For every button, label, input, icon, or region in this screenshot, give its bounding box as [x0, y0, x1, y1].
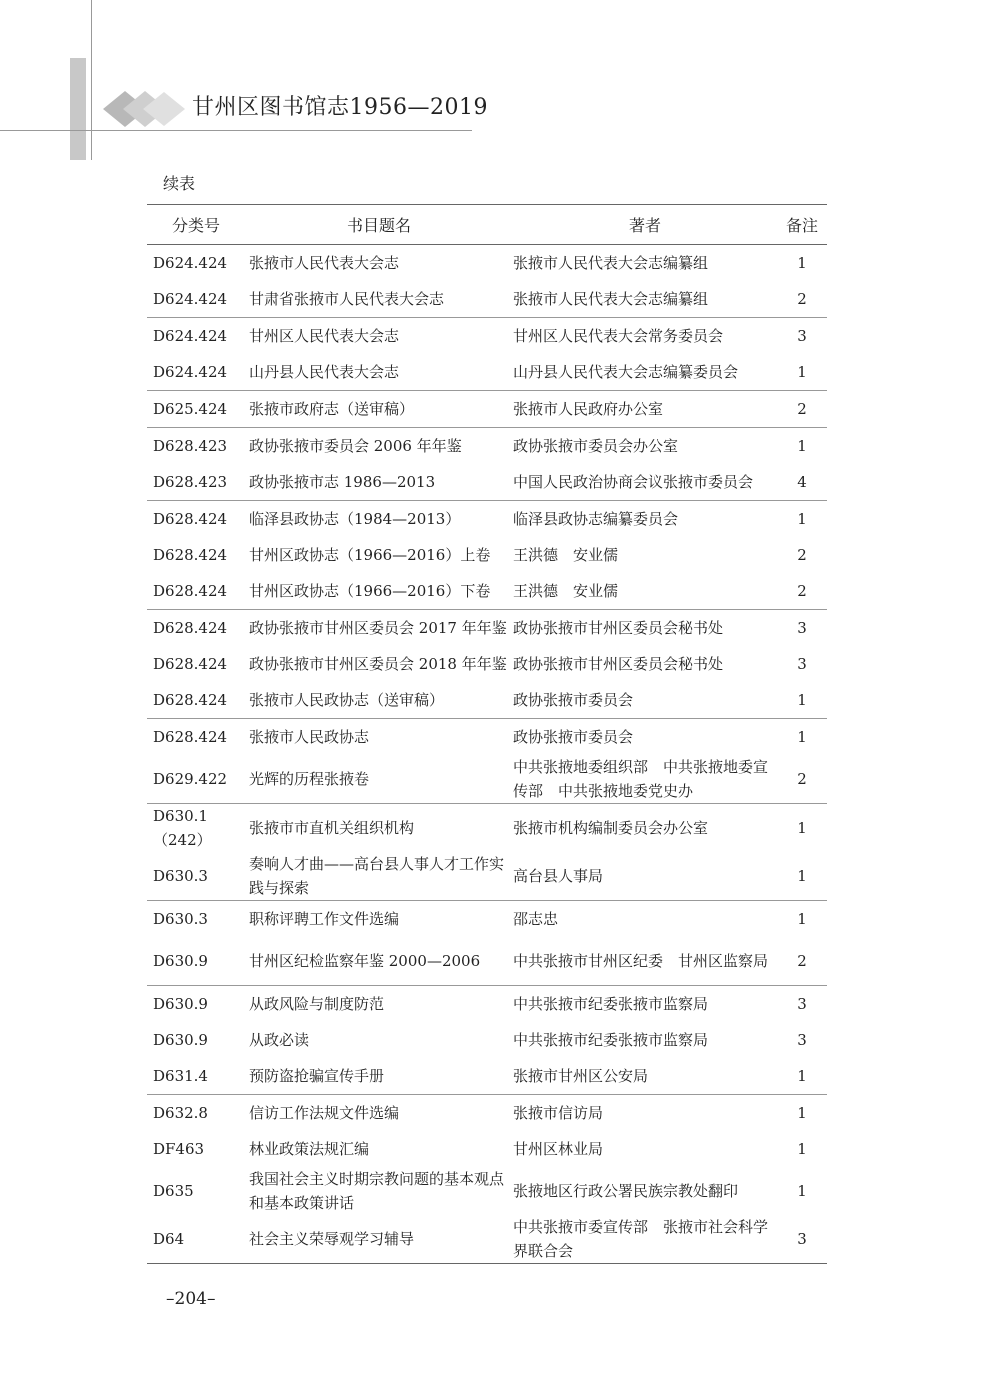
cell-title: 甘肃省张掖市人民代表大会志	[245, 281, 513, 318]
cell-classification: D630.3	[153, 910, 208, 928]
cell-note: 2	[797, 546, 807, 564]
table-row	[147, 682, 827, 719]
cell-title: 信访工作法规文件选编	[249, 1104, 400, 1122]
table-row	[147, 318, 827, 355]
cell-classification: D630.9	[147, 937, 245, 986]
table-row	[147, 501, 827, 538]
cell-note: 1	[797, 1104, 807, 1122]
cell-classification: D630.9	[153, 995, 208, 1013]
table-row	[147, 354, 827, 391]
table-row	[147, 1058, 827, 1095]
cell-author: 高台县人事局	[513, 852, 777, 901]
cell-note: 2	[777, 391, 827, 428]
cell-author: 中共张掖市委宣传部 张掖市社会科学界联合会	[513, 1215, 777, 1264]
header-gray-bar	[70, 58, 86, 160]
cell-author: 王洪德 安业儒	[513, 573, 777, 610]
cell-note: 3	[797, 1031, 807, 1049]
cell-classification: D64	[147, 1215, 245, 1264]
cell-author: 临泽县政协志编纂委员会	[513, 510, 679, 528]
cell-classification: D628.424	[147, 573, 245, 610]
cell-title: 临泽县政协志（1984—2013）	[249, 510, 461, 528]
cell-classification: D628.424	[153, 655, 228, 673]
cell-author: 邵志忠	[513, 910, 559, 928]
column-header-author: 著者	[513, 205, 777, 245]
cell-title: 从政风险与制度防范	[249, 995, 385, 1013]
cell-author: 张掖市甘州区公安局	[513, 1058, 777, 1095]
table-row	[147, 610, 827, 647]
table-row	[147, 1131, 827, 1167]
cell-author: 政协张掖市委员会	[513, 682, 777, 719]
table-header-row	[147, 205, 827, 245]
cell-author: 政协张掖市甘州区委员会秘书处	[513, 655, 724, 673]
cell-author: 甘州区人民代表大会常务委员会	[513, 327, 724, 345]
cell-classification: D628.424	[147, 682, 245, 719]
cell-classification: D624.424	[153, 327, 228, 345]
cell-title: 政协张掖市委员会 2006 年年鉴	[249, 437, 462, 455]
table-row	[147, 804, 827, 853]
continued-table-label: 续表	[163, 174, 196, 193]
cell-note: 3	[797, 995, 807, 1013]
cell-classification: D624.424	[153, 254, 228, 272]
cell-title: 张掖市人民政协志	[249, 728, 370, 746]
cell-author: 王洪德 安业儒	[513, 546, 619, 564]
cell-title: 甘州区政协志（1966—2016）下卷	[245, 573, 513, 610]
cell-author: 张掖市信访局	[513, 1104, 604, 1122]
page-number: –204–	[166, 1289, 216, 1309]
cell-note: 1	[797, 910, 807, 928]
table-row	[147, 755, 827, 804]
cell-author: 张掖市人民政府办公室	[513, 391, 777, 428]
cell-note: 1	[797, 510, 807, 528]
table-row	[147, 464, 827, 501]
cell-title: 职称评聘工作文件选编	[249, 910, 400, 928]
cell-classification: D630.9	[153, 1031, 208, 1049]
cell-classification: D624.424	[147, 354, 245, 391]
cell-classification: D628.424	[153, 546, 228, 564]
header-diamond-ornament	[103, 91, 185, 127]
table-row	[147, 646, 827, 682]
cell-author: 甘州区林业局	[513, 1140, 604, 1158]
cell-note: 2	[777, 755, 827, 804]
cell-note: 1	[777, 1058, 827, 1095]
catalog-table	[147, 204, 827, 1264]
column-header-note: 备注	[777, 205, 827, 245]
cell-author: 政协张掖市甘州区委员会秘书处	[513, 619, 724, 637]
cell-title: 奏响人才曲——高台县人事人才工作实践与探索	[245, 852, 513, 901]
table-row	[147, 428, 827, 465]
cell-note: 3	[797, 327, 807, 345]
cell-title: 张掖市市直机关组织机构	[249, 819, 415, 837]
cell-note: 3	[797, 655, 807, 673]
cell-note: 1	[797, 728, 807, 746]
cell-classification: D631.4	[147, 1058, 245, 1095]
cell-title: 张掖市人民政协志（送审稿）	[245, 682, 513, 719]
cell-title: 甘州区纪检监察年鉴 2000—2006	[245, 937, 513, 986]
header-horizontal-rule	[0, 130, 472, 131]
table-row	[147, 537, 827, 573]
cell-classification: D630.3	[147, 852, 245, 901]
cell-author: 政协张掖市委员会	[513, 728, 634, 746]
cell-note: 3	[797, 619, 807, 637]
cell-note: 2	[777, 281, 827, 318]
cell-note: 1	[777, 682, 827, 719]
cell-note: 1	[777, 852, 827, 901]
cell-note: 1	[797, 437, 807, 455]
cell-classification: D632.8	[153, 1104, 208, 1122]
cell-title: 山丹县人民代表大会志	[245, 354, 513, 391]
table-row	[147, 573, 827, 610]
cell-author: 中共张掖地委组织部 中共张掖地委宣传部 中共张掖地委党史办	[513, 755, 777, 804]
table-row	[147, 986, 827, 1023]
cell-note: 2	[777, 937, 827, 986]
cell-classification: D628.423	[153, 437, 228, 455]
cell-title: 社会主义荣辱观学习辅导	[245, 1215, 513, 1264]
cell-author: 中共张掖市甘州区纪委 甘州区监察局	[513, 937, 777, 986]
cell-title: 政协张掖市甘州区委员会 2018 年年鉴	[249, 655, 507, 673]
cell-author: 张掖市机构编制委员会办公室	[513, 819, 709, 837]
table-row	[147, 719, 827, 756]
cell-author: 中共张掖市纪委张掖市监察局	[513, 1031, 709, 1049]
cell-note: 1	[797, 1140, 807, 1158]
cell-title: 我国社会主义时期宗教问题的基本观点和基本政策讲话	[249, 1170, 505, 1212]
cell-title: 甘州区人民代表大会志	[249, 327, 400, 345]
cell-classification: D630.1（242）	[153, 807, 212, 849]
cell-classification: DF463	[153, 1140, 205, 1158]
margin-vertical-rule	[91, 0, 92, 160]
cell-classification: D625.424	[147, 391, 245, 428]
cell-note: 2	[777, 573, 827, 610]
cell-classification: D629.422	[147, 755, 245, 804]
table-row	[147, 391, 827, 428]
book-title: 甘州区图书馆志1956—2019	[192, 95, 488, 120]
cell-author: 张掖地区行政公署民族宗教处翻印	[513, 1182, 739, 1200]
table-row	[147, 852, 827, 901]
cell-note: 1	[797, 1182, 807, 1200]
table-row	[147, 937, 827, 986]
table-row	[147, 245, 827, 282]
cell-classification: D628.424	[153, 510, 228, 528]
table-row	[147, 1167, 827, 1215]
cell-note: 1	[797, 254, 807, 272]
cell-classification: D628.424	[153, 728, 228, 746]
column-header-title: 书目题名	[245, 205, 513, 245]
column-header-classification: 分类号	[147, 205, 245, 245]
table-row	[147, 1095, 827, 1132]
cell-author: 山丹县人民代表大会志编纂委员会	[513, 354, 777, 391]
cell-classification: D628.424	[153, 619, 228, 637]
cell-author: 张掖市人民代表大会志编纂组	[513, 254, 709, 272]
cell-author: 政协张掖市委员会办公室	[513, 437, 679, 455]
cell-note: 4	[777, 464, 827, 501]
cell-title: 甘州区政协志（1966—2016）上卷	[249, 546, 491, 564]
cell-author: 中国人民政治协商会议张掖市委员会	[513, 464, 777, 501]
cell-author: 中共张掖市纪委张掖市监察局	[513, 995, 709, 1013]
cell-title: 预防盗抢骗宣传手册	[245, 1058, 513, 1095]
table-row	[147, 1215, 827, 1264]
table-row	[147, 281, 827, 318]
cell-title: 光辉的历程张掖卷	[245, 755, 513, 804]
cell-title: 政协张掖市甘州区委员会 2017 年年鉴	[249, 619, 507, 637]
cell-classification: D624.424	[147, 281, 245, 318]
cell-title: 张掖市人民代表大会志	[249, 254, 400, 272]
cell-note: 1	[777, 354, 827, 391]
cell-note: 1	[797, 819, 807, 837]
cell-note: 3	[777, 1215, 827, 1264]
cell-title: 从政必读	[249, 1031, 310, 1049]
cell-classification: D628.423	[147, 464, 245, 501]
cell-classification: D635	[153, 1182, 194, 1200]
cell-title: 政协张掖市志 1986—2013	[245, 464, 513, 501]
table-row	[147, 901, 827, 938]
cell-title: 林业政策法规汇编	[249, 1140, 370, 1158]
cell-title: 张掖市政府志（送审稿）	[245, 391, 513, 428]
table-row	[147, 1022, 827, 1058]
cell-author: 张掖市人民代表大会志编纂组	[513, 281, 777, 318]
